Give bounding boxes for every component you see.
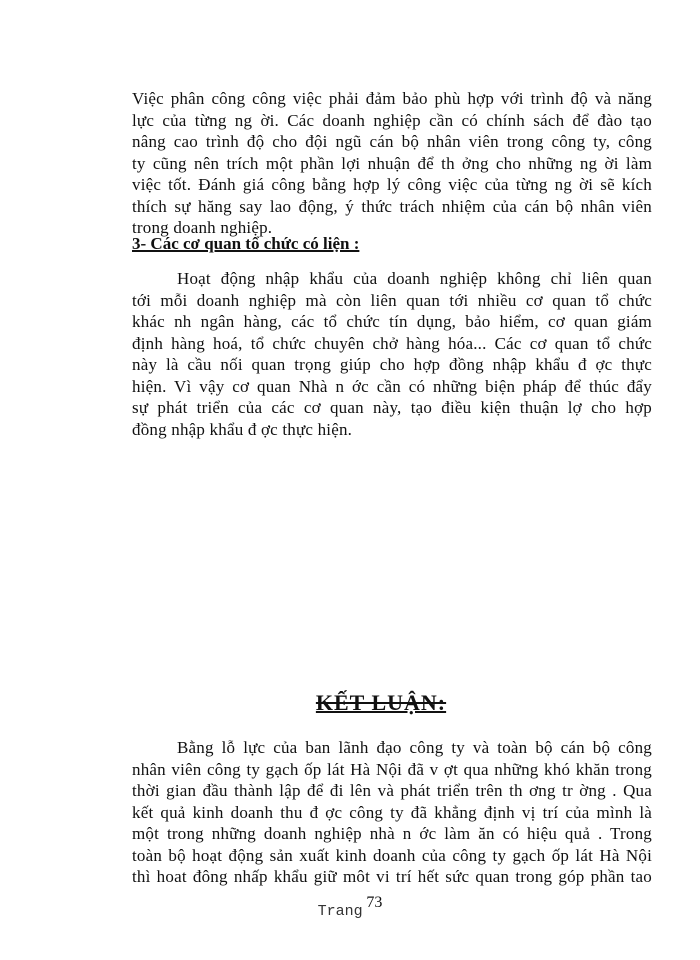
- text-line: ty cũng nên trích một phần lợi nhuận để th ởng cho những ng ời làm: [132, 153, 652, 173]
- conclusion-title: KẾT LUẬN:: [315, 690, 447, 715]
- text-line: thời gian đầu thành lập để đi lên và phát triển trên th ơng tr ờng . Qua: [132, 781, 652, 800]
- section-heading-related-agencies: 3- Các cơ quan tổ chức có liện :: [132, 234, 360, 253]
- text-line: kết quả kinh doanh thu đ ợc công ty đã khẳng định vị trí của mình là: [132, 802, 652, 822]
- page-footer: [0, 894, 700, 920]
- text-line: này là cầu nối quan trọng giúp cho hợp đồng nhập khẩu đ ợc thực: [132, 355, 652, 374]
- text-line: việc tốt. Đánh giá công bằng hợp lý công việc của từng ng ời sẽ kích: [132, 175, 652, 194]
- text-line: sự phát triển của các cơ quan này, tạo điều kiện thuận lợ cho hợp: [132, 398, 652, 417]
- text-line: Bằng lỗ lực của ban lãnh đạo công ty và toàn bộ cán bộ công: [177, 738, 652, 757]
- text-line: lực của từng ng ời. Các doanh nghiệp cần có chính sách để đào tạo: [132, 110, 652, 130]
- text-line: Hoạt động nhập khẩu của doanh nghiệp không chỉ liên quan: [177, 269, 652, 288]
- text-line: Việc phân công công việc phải đảm bảo phù hợp với trình độ và năng: [132, 89, 652, 108]
- text-line: thì hoat đông nhấp khẩu giữ môt vi trí hết sức quan trong góp phần tao: [132, 867, 652, 886]
- page-label: Trang: [317, 903, 363, 920]
- page-number: 73: [366, 894, 383, 911]
- text-line: tới mỗi doanh nghiệp mà còn liên quan tới nhiều cơ quan tổ chức: [132, 290, 652, 310]
- text-line: đồng nhập khẩu đ ợc thực hiện.: [132, 419, 353, 439]
- text-line: toàn bộ hoạt động sản xuất kinh doanh của công ty gạch ốp lát Hà Nội: [132, 845, 652, 865]
- text-line: khác nh ngân hàng, các tổ chức tín dụng, bảo hiểm, cơ quan giám: [132, 312, 652, 331]
- text-line: thích sự hăng say lao động, ý thức trách nhiệm của cán bộ nhân viên: [132, 196, 652, 216]
- text-line: nhân viên công ty gạch ốp lát Hà Nội đã v ợt qua những khó khăn trong: [132, 759, 652, 779]
- text-line: nâng cao trình độ cho đội ngũ cán bộ nhân viên trong công ty, công: [132, 132, 652, 151]
- text-line: định hàng hoá, tổ chức chuyên chở hàng hóa... Các cơ quan tổ chức: [132, 333, 652, 353]
- text-line: hiện. Vì vậy cơ quan Nhà n ớc cần có những biện pháp để thúc đẩy: [132, 376, 652, 396]
- text-line: một trong những doanh nghiệp nhà n ớc làm ăn có hiệu quả . Trong: [132, 824, 652, 843]
- text-line: trong doanh nghiệp.: [132, 218, 273, 237]
